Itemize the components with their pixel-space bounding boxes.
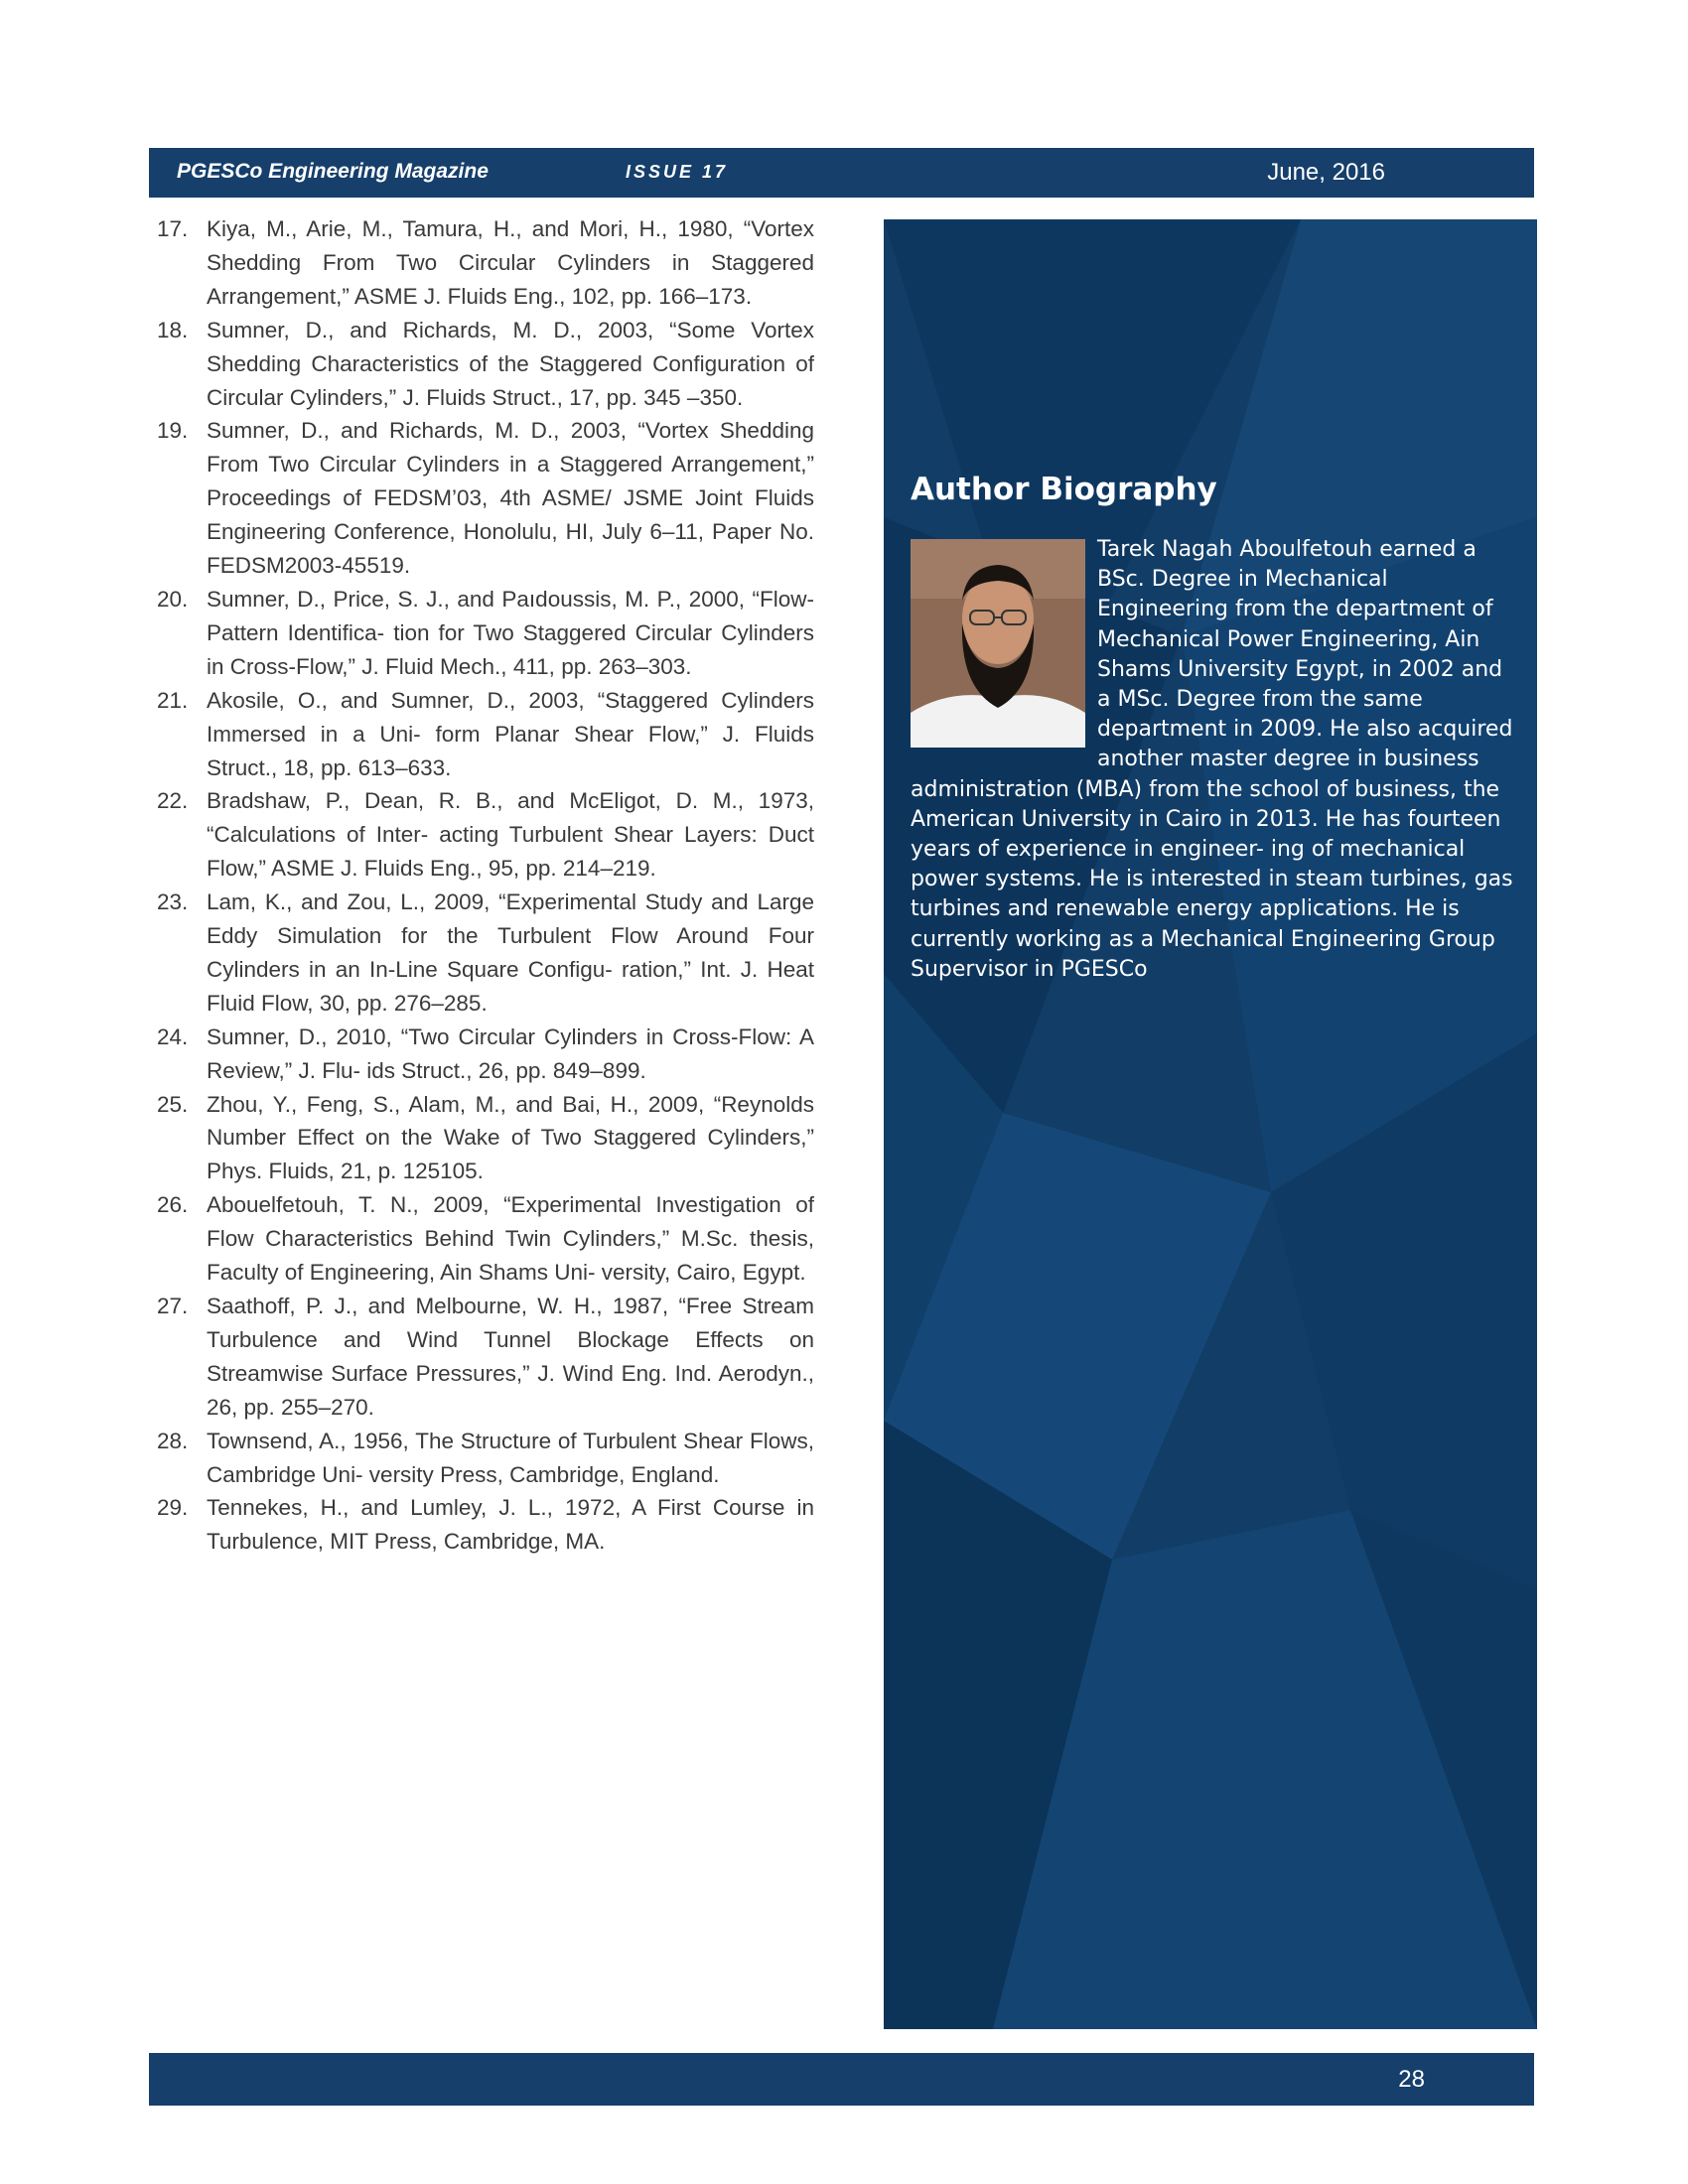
reference-text: Sumner, D., and Richards, M. D., 2003, “Some Vortex Shedding Characteristics of the Staggered Configuration of Circular Cylinders,” J. Fluids Struct., 17, pp. 345 –350. — [207, 317, 814, 410]
reference-number: 26. — [157, 1192, 189, 1218]
bio-text: Tarek Nagah Aboulfetouh earned a BSc. Degree in Mechanical Engineering from the department of Mechanical Power Engineering, Ain Shams University Egypt, in 2002 and a MSc. Degree from the same department in 2009. He also acquired another master degree in business administration (MBA) from the school of business, the American University in Cairo in 2013. He has fourteen years of experience in engineer- ing of mechanical power systems. He is interested in steam turbines, gas turbines and renewable energy applications. He is currently working as a Mechanical Engineering Group Supervisor in PGESCo — [911, 537, 1513, 982]
reference-item — [149, 886, 814, 1021]
reference-number: 18. — [157, 317, 189, 342]
bio-title: Author Biography — [911, 472, 1217, 507]
reference-number: 17. — [157, 216, 189, 241]
reference-text: Saathoff, P. J., and Melbourne, W. H., 1987, “Free Stream Turbulence and Wind Tunnel Blockage Effects on Streamwise Surface Pressures,” J. Wind Eng. Ind. Aerodyn., 26, pp. 255–270. — [207, 1294, 814, 1420]
reference-item — [149, 583, 814, 684]
reference-item — [149, 314, 814, 415]
reference-number: 27. — [157, 1294, 189, 1318]
reference-number: 23. — [157, 889, 189, 915]
reference-item — [149, 1188, 814, 1290]
page-number: 28 — [1398, 2066, 1425, 2093]
reference-text: Zhou, Y., Feng, S., Alam, M., and Bai, H., 2009, “Reynolds Number Effect on the Wake of Two Staggered Cylinders,” Phys. Fluids, 21, p. 125105. — [207, 1091, 814, 1184]
bio-body — [911, 535, 1518, 985]
reference-item — [149, 212, 814, 314]
reference-item — [149, 1088, 814, 1189]
reference-text: Kiya, M., Arie, M., Tamura, H., and Mori, H., 1980, “Vortex Shedding From Two Circular Cylinders in Staggered Arrangement,” ASME J. Fluids Eng., 102, pp. 166–173. — [207, 216, 814, 309]
reference-item — [149, 684, 814, 785]
reference-text: Abouelfetouh, T. N., 2009, “Experimental Investigation of Flow Characteristics Behind Twin Cylinders,” M.Sc. thesis, Faculty of Engineering, Ain Shams Uni- versity, Cairo, Egypt. — [207, 1192, 814, 1286]
reference-text: Sumner, D., 2010, “Two Circular Cylinders in Cross-Flow: A Review,” J. Flu- ids Struct., 26, pp. 849–899. — [207, 1024, 814, 1083]
reference-number: 21. — [157, 687, 189, 713]
reference-text: Lam, K., and Zou, L., 2009, “Experimental Study and Large Eddy Simulation for the Turbulent Flow Around Four Cylinders in an In-Line Square Configu- ration,” Int. J. Heat Fluid Flow, 30, pp. 276–285. — [207, 889, 814, 1016]
reference-text: Akosile, O., and Sumner, D., 2003, “Staggered Cylinders Immersed in a Uni- form Planar Shear Flow,” J. Fluids Struct., 18, pp. 613–633. — [207, 687, 814, 780]
reference-number: 28. — [157, 1428, 189, 1453]
reference-text: Townsend, A., 1956, The Structure of Turbulent Shear Flows, Cambridge Uni- versity Press, Cambridge, England. — [207, 1428, 814, 1487]
page-footer — [149, 2053, 1534, 2106]
page-header — [149, 148, 1534, 198]
reference-number: 22. — [157, 788, 189, 814]
reference-item — [149, 1491, 814, 1559]
reference-text: Tennekes, H., and Lumley, J. L., 1972, A First Course in Turbulence, MIT Press, Cambridge, MA. — [207, 1495, 814, 1555]
magazine-title: PGESCo Engineering Magazine — [177, 160, 489, 183]
reference-number: 19. — [157, 418, 189, 444]
reference-text: Sumner, D., Price, S. J., and Paıdoussis, M. P., 2000, “Flow-Pattern Identifica- tion for Two Staggered Circular Cylinders in Cross-Flow,” J. Fluid Mech., 411, pp. 263–303. — [207, 586, 814, 679]
author-biography-panel — [884, 219, 1537, 2029]
reference-item — [149, 1021, 814, 1088]
reference-number: 24. — [157, 1024, 189, 1049]
author-photo — [911, 539, 1085, 748]
reference-number: 20. — [157, 586, 189, 612]
reference-text: Bradshaw, P., Dean, R. B., and McEligot, D. M., 1973, “Calculations of Inter- acting Turbulent Shear Layers: Duct Flow,” ASME J. Fluids Eng., 95, pp. 214–219. — [207, 788, 814, 882]
reference-item — [149, 1425, 814, 1492]
reference-item — [149, 1290, 814, 1425]
references-list — [149, 212, 814, 1559]
issue-date: June, 2016 — [1267, 159, 1385, 186]
reference-number: 29. — [157, 1495, 189, 1521]
reference-number: 25. — [157, 1091, 189, 1117]
issue-label: ISSUE 17 — [626, 162, 729, 182]
reference-text: Sumner, D., and Richards, M. D., 2003, “Vortex Shedding From Two Circular Cylinders in a Staggered Arrangement,” Proceedings of FEDSM’03, 4th ASME/ JSME Joint Fluids Engineering Conference, Honolulu, HI, July 6–11, Paper No. FEDSM2003-45519. — [207, 418, 814, 579]
reference-item — [149, 784, 814, 886]
reference-item — [149, 414, 814, 583]
